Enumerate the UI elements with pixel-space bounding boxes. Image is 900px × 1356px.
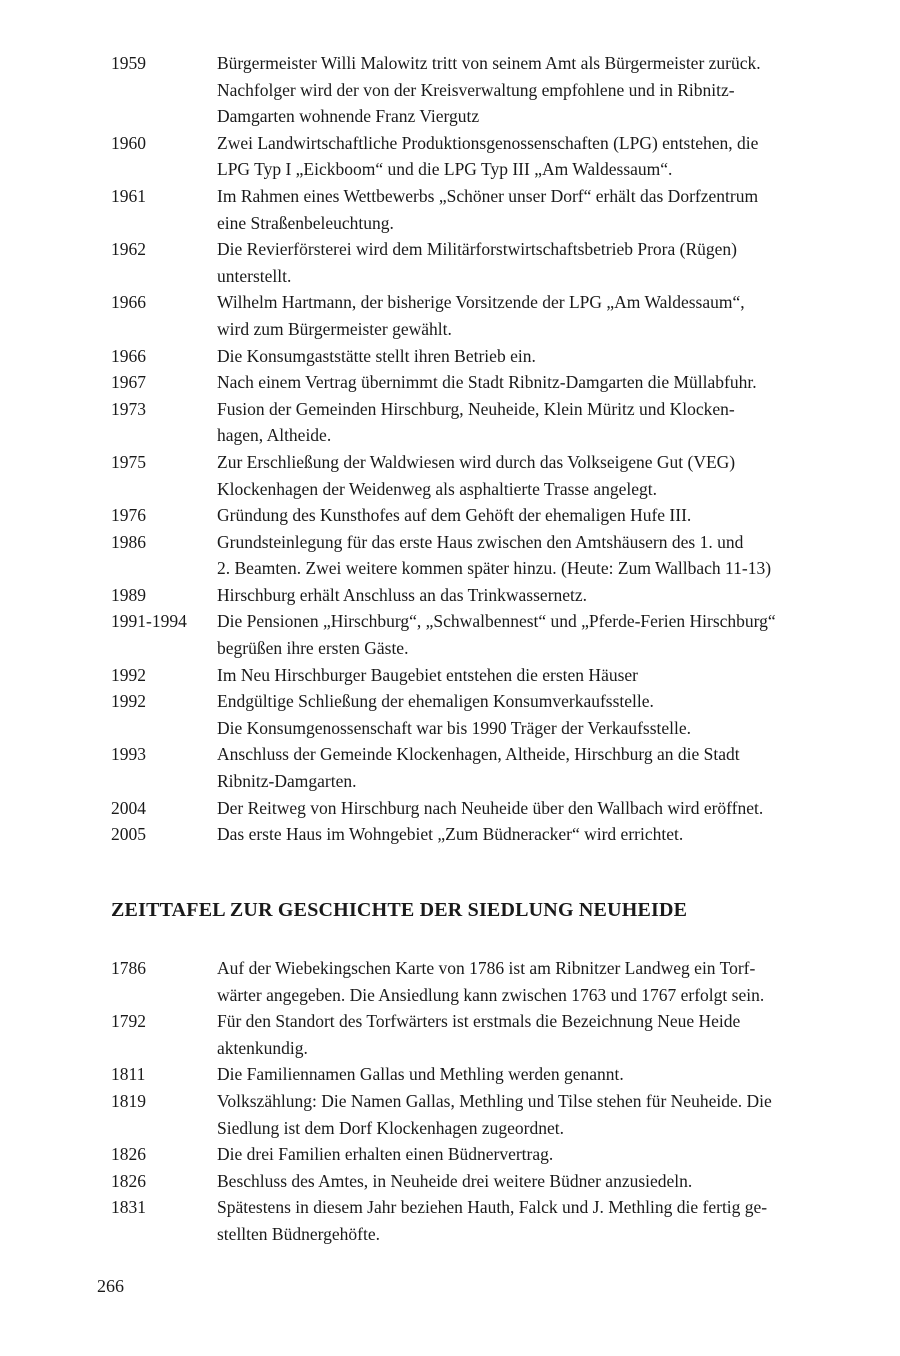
entry-year: 2004 — [111, 797, 146, 818]
entry-year: 1989 — [111, 584, 146, 605]
entry-year: 1960 — [111, 132, 146, 153]
entry-year: 1993 — [111, 744, 146, 765]
entry-year: 1966 — [111, 345, 146, 366]
entry-text-line: Hirschburg erhält Anschluss an das Trinkwassernetz. — [217, 584, 588, 605]
entry-text-line: wird zum Bürgermeister gewählt. — [217, 318, 452, 339]
entry-year: 1826 — [111, 1144, 146, 1165]
entry-year: 1786 — [111, 958, 146, 978]
timeline-entry — [111, 795, 891, 822]
entry-year: 1966 — [111, 292, 146, 313]
entry-text — [217, 369, 891, 396]
entry-text-line: Siedlung ist dem Dorf Klockenhagen zugeordnet. — [217, 1117, 564, 1138]
entry-text-line: Zur Erschließung der Waldwiesen wird durch das Volkseigene Gut (VEG) — [217, 451, 736, 472]
entry-text — [217, 449, 891, 502]
entry-text — [217, 582, 891, 609]
entry-text — [217, 289, 891, 342]
entry-text — [217, 1168, 891, 1195]
timeline-entry — [111, 608, 891, 661]
entry-text — [217, 1088, 891, 1141]
timeline-entry — [111, 369, 891, 396]
entry-text-line: eine Straßenbeleuchtung. — [217, 212, 394, 233]
timeline-entry — [111, 1194, 891, 1247]
entry-text-line: stellten Büdnergehöfte. — [217, 1223, 380, 1244]
entry-text-line: Nach einem Vertrag übernimmt die Stadt Ribnitz-Damgarten die Müllabfuhr. — [217, 372, 757, 393]
entry-text — [217, 1008, 891, 1061]
entry-text-line: Nachfolger wird der von der Kreisverwaltung empfohlene und in Ribnitz- — [217, 79, 735, 100]
entry-text-line: Spätestens in diesem Jahr beziehen Hauth, Falck und J. Methling die fertig ge- — [217, 1197, 768, 1218]
entry-text-line: Zwei Landwirtschaftliche Produktionsgenossenschaften (LPG) entstehen, die — [217, 132, 759, 153]
entry-text — [217, 741, 891, 794]
entry-year: 1991-1994 — [111, 611, 187, 632]
entry-text — [217, 608, 891, 661]
entry-text — [217, 343, 891, 370]
timeline-entry — [111, 343, 891, 370]
entry-text-line: Damgarten wohnende Franz Viergutz — [217, 106, 480, 127]
entry-text-line: Volkszählung: Die Namen Gallas, Methling und Tilse stehen für Neuheide. Die — [217, 1090, 772, 1111]
entry-year: 1819 — [111, 1090, 146, 1111]
timeline-entry — [111, 50, 891, 130]
entry-text-line: Die Konsumgaststätte stellt ihren Betrieb ein. — [217, 345, 536, 366]
entry-text — [217, 688, 891, 741]
entry-text-line: Für den Standort des Torfwärters ist erstmals die Bezeichnung Neue Heide — [217, 1011, 741, 1032]
entry-year: 1962 — [111, 239, 146, 260]
timeline-entry — [111, 582, 891, 609]
entry-text-line: Das erste Haus im Wohngebiet „Zum Büdneracker“ wird errichtet. — [217, 824, 684, 845]
timeline-entry — [111, 130, 891, 183]
timeline-entry — [111, 449, 891, 502]
entry-text — [217, 183, 891, 236]
entry-year: 1986 — [111, 531, 146, 552]
entry-text — [217, 502, 891, 529]
entry-text-line: Die Familiennamen Gallas und Methling werden genannt. — [217, 1064, 624, 1085]
entry-text-line: hagen, Altheide. — [217, 425, 332, 446]
entry-year: 1792 — [111, 1011, 146, 1032]
entry-text-line: Die Pensionen „Hirschburg“, „Schwalbennest“ und „Pferde-Ferien Hirschburg“ — [217, 611, 776, 632]
timeline-hirschburg — [111, 50, 891, 848]
timeline-entry — [111, 1008, 891, 1061]
timeline-entry — [111, 821, 891, 848]
entry-text — [217, 1061, 891, 1088]
timeline-entry — [111, 183, 891, 236]
entry-text-line: Auf der Wiebekingschen Karte von 1786 ist am Ribnitzer Landweg ein Torf- — [217, 958, 756, 978]
entry-year: 2005 — [111, 824, 146, 845]
entry-text-line: Anschluss der Gemeinde Klockenhagen, Altheide, Hirschburg an die Stadt — [217, 744, 740, 765]
entry-text-line: Gründung des Kunsthofes auf dem Gehöft der ehemaligen Hufe III. — [217, 505, 692, 526]
entry-text — [217, 130, 891, 183]
entry-year: 1826 — [111, 1170, 146, 1191]
entry-text-line: Im Neu Hirschburger Baugebiet entstehen die ersten Häuser — [217, 664, 638, 685]
entry-text-line: Im Rahmen eines Wettbewerbs „Schöner unser Dorf“ erhält das Dorfzentrum — [217, 185, 759, 206]
entry-text-line: wärter angegeben. Die Ansiedlung kann zwischen 1763 und 1767 erfolgt sein. — [217, 984, 765, 1005]
entry-year: 1976 — [111, 505, 146, 526]
entry-text-line: Grundsteinlegung für das erste Haus zwischen den Amtshäusern des 1. und — [217, 531, 744, 552]
entry-year: 1961 — [111, 185, 146, 206]
entry-year: 1975 — [111, 451, 146, 472]
entry-year: 1992 — [111, 691, 146, 712]
entry-text — [217, 396, 891, 449]
entry-text-line: 2. Beamten. Zwei weitere kommen später hinzu. (Heute: Zum Wallbach 11-13) — [217, 558, 772, 579]
entry-text — [217, 821, 891, 848]
timeline-entry — [111, 502, 891, 529]
timeline-entry — [111, 1061, 891, 1088]
entry-text — [217, 236, 891, 289]
entry-text — [217, 662, 891, 689]
entry-year: 1959 — [111, 53, 146, 73]
entry-text-line: Die Revierförsterei wird dem Militärforstwirtschaftsbetrieb Prora (Rügen) — [217, 239, 737, 260]
page-number: 266 — [97, 1276, 124, 1296]
entry-text — [217, 1141, 891, 1168]
entry-year: 1811 — [111, 1064, 146, 1085]
entry-year: 1973 — [111, 398, 146, 419]
timeline-entry — [111, 289, 891, 342]
timeline-entry — [111, 741, 891, 794]
entry-text — [217, 50, 891, 130]
entry-text-line: Beschluss des Amtes, in Neuheide drei weitere Büdner anzusiedeln. — [217, 1170, 693, 1191]
timeline-entry — [111, 688, 891, 741]
entry-text — [217, 955, 891, 1008]
timeline-neuheide — [111, 955, 891, 1248]
entry-text — [217, 1194, 891, 1247]
entry-text-line: Ribnitz-Damgarten. — [217, 771, 357, 792]
entry-year: 1831 — [111, 1197, 146, 1218]
entry-text-line: Die drei Familien erhalten einen Büdnervertrag. — [217, 1144, 554, 1165]
entry-text-line: Der Reitweg von Hirschburg nach Neuheide über den Wallbach wird eröffnet. — [217, 797, 764, 818]
timeline-entry — [111, 236, 891, 289]
entry-text-line: Fusion der Gemeinden Hirschburg, Neuheide, Klein Müritz und Klocken- — [217, 398, 735, 419]
entry-text — [217, 795, 891, 822]
entry-text — [217, 529, 891, 582]
timeline-entry — [111, 1088, 891, 1141]
timeline-entry — [111, 1141, 891, 1168]
timeline-entry — [111, 662, 891, 689]
entry-text-line: Bürgermeister Willi Malowitz tritt von seinem Amt als Bürgermeister zurück. — [217, 53, 761, 73]
entry-text-line: Wilhelm Hartmann, der bisherige Vorsitzende der LPG „Am Waldessaum“, — [217, 292, 745, 313]
entry-text-line: LPG Typ I „Eickboom“ und die LPG Typ III „Am Waldessaum“. — [217, 159, 673, 180]
entry-text-line: begrüßen ihre ersten Gäste. — [217, 638, 409, 659]
timeline-entry — [111, 396, 891, 449]
timeline-entry — [111, 529, 891, 582]
entry-year: 1992 — [111, 664, 146, 685]
entry-text-line: Endgültige Schließung der ehemaligen Konsumverkaufsstelle. — [217, 691, 654, 712]
timeline-entry — [111, 1168, 891, 1195]
entry-text-line: unterstellt. — [217, 265, 292, 286]
entry-text-line: aktenkundig. — [217, 1037, 308, 1058]
entry-year: 1967 — [111, 372, 146, 393]
section-heading: ZEITTAFEL ZUR GESCHICHTE DER SIEDLUNG NEUHEIDE — [111, 899, 688, 921]
entry-text-line: Klockenhagen der Weidenweg als asphaltierte Trasse angelegt. — [217, 478, 658, 499]
entry-text-line: Die Konsumgenossenschaft war bis 1990 Träger der Verkaufsstelle. — [217, 717, 692, 738]
timeline-entry — [111, 955, 891, 1008]
